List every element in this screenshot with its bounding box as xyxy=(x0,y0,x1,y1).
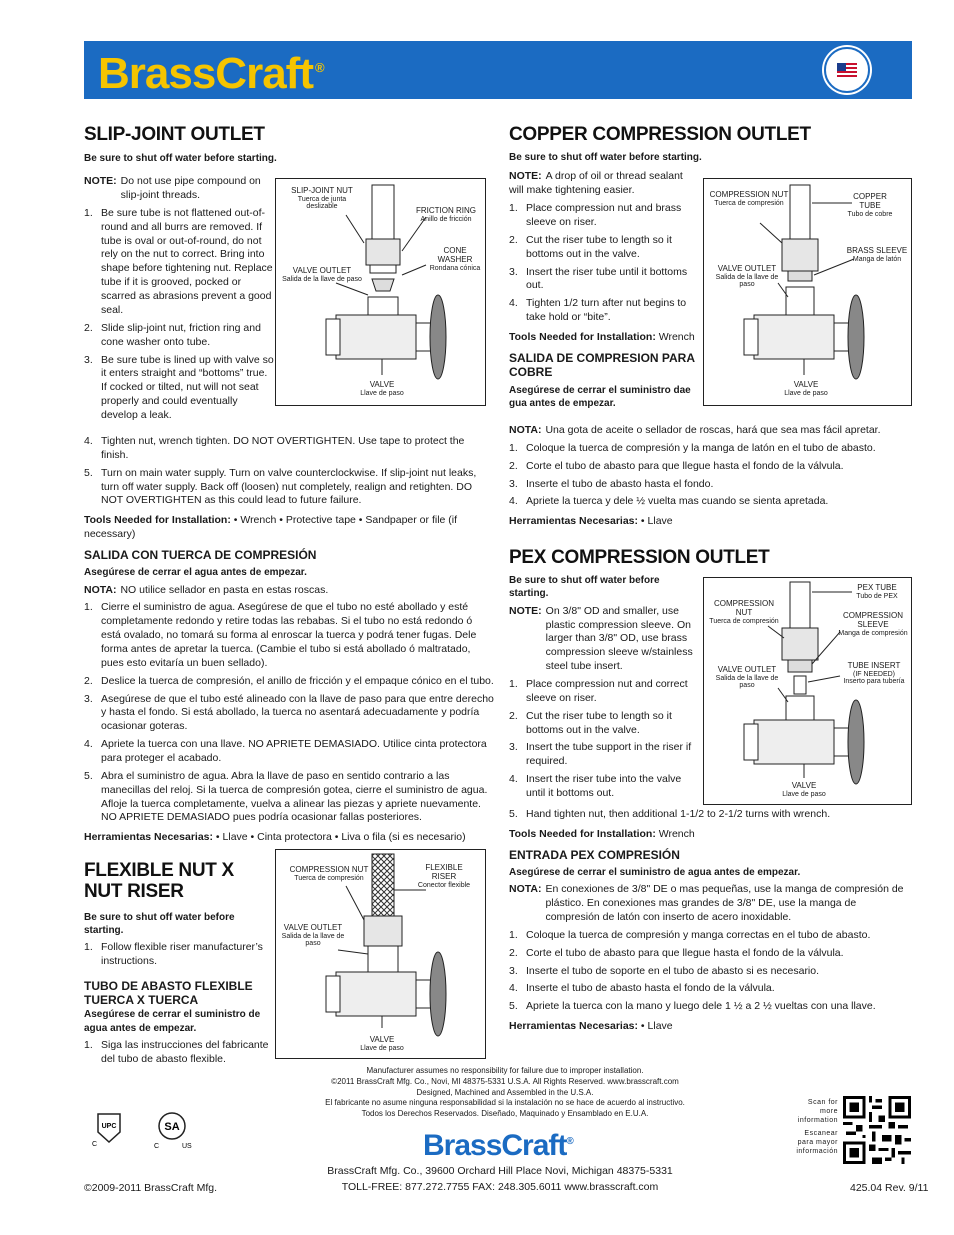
note-text: On 3/8" OD and smaller, use plastic compression sleeve. On larger than 3/8" OD, use brass compression sleeve w/stainless steel tube insert. xyxy=(545,604,693,673)
step-number: 1. xyxy=(84,601,93,614)
steps-list-wide xyxy=(84,435,494,508)
step-item xyxy=(509,495,912,509)
step-number: 1. xyxy=(84,1038,93,1051)
label-compression-sleeve: COMPRESSION SLEEVE Manga de compresión xyxy=(838,611,908,637)
step-text: Cut the riser tube to length so it bottoms out in the valve. xyxy=(526,709,672,736)
label-valve: VALVE Llave de paso xyxy=(360,380,404,397)
slip-joint-text xyxy=(84,148,277,423)
slip-joint-section xyxy=(84,124,269,145)
tools xyxy=(509,331,699,345)
note-text: En conexiones de 3/8" DE o mas pequeñas, use la manga de compresión de plástico. En conexiones mas grandes de 3/8" DE, use la manga de compresión de latón con inserto de acero inoxidable. xyxy=(545,883,904,924)
section-title: COPPER COMPRESSION OUTLET xyxy=(509,124,811,145)
spanish-note xyxy=(509,883,912,925)
note-label: NOTE: xyxy=(509,170,542,183)
note-text: NO utilice sellador en pasta en estas roscas. xyxy=(120,583,329,596)
spanish-steps xyxy=(509,929,912,1014)
step-number: 2. xyxy=(509,459,518,472)
step-number: 4. xyxy=(509,773,518,786)
step-number: 1. xyxy=(84,206,93,219)
label-compression-nut: COMPRESSION NUT Tuerca de compresión xyxy=(289,865,369,882)
step-item xyxy=(84,770,494,825)
step-number: 2. xyxy=(84,321,93,334)
step-text: Turn on main water supply. Turn on valve counterclockwise. If slip-joint nut leaks, turn off water supply. Back off (loosen) nut completely, realign and retighten. DO NOT OVERTIGHTEN as this could lead to future failure. xyxy=(101,466,477,507)
step-text: Apriete la tuerca con la mano y luego dele 1 ½ a 2 ½ vueltas con una llave. xyxy=(526,1000,876,1013)
steps-list xyxy=(84,941,274,969)
step-item xyxy=(509,297,699,325)
step-item xyxy=(509,929,912,943)
label-valve-outlet: VALVE OUTLET Salida de la llave de paso xyxy=(281,923,345,948)
step-text: Be sure tube is not flattened out-of-round and all burrs are removed. If tube is oval or out-of-round, do not rely on the nut to correct. Bring into shape before tightening nut. Replace tube if it is grooved, pocked or scarred as abrasions prevent a good seal. xyxy=(101,206,273,316)
svg-text:C: C xyxy=(92,1141,98,1148)
step-item xyxy=(509,947,912,961)
section-title: FLEXIBLE NUT X NUT RISER xyxy=(84,860,234,903)
step-item xyxy=(84,693,494,735)
step-text: Insert the riser tube into the valve until it bottoms out. xyxy=(526,773,682,799)
spanish-warning: Asegúrese de cerrar el suministro dae gua antes de empezar. xyxy=(509,384,691,409)
step-item xyxy=(84,467,494,509)
step-text: Insert the riser tube until it bottoms out. xyxy=(526,265,688,292)
spanish-tools xyxy=(84,831,494,845)
label-valve-outlet: VALVE OUTLET Salida de la llave de paso xyxy=(715,665,779,690)
step-number: 1. xyxy=(509,202,518,215)
slip-joint-more xyxy=(84,431,494,845)
step-text: Coloque la tuerca de compresión y la manga de latón en el tubo de abasto. xyxy=(526,441,876,454)
step-text: Be sure tube is lined up with valve so it enters straight and “bottoms” true. If cocked or tilted, nut will not seat properly and could eventually develop a leak. xyxy=(101,353,274,421)
step-text: Tighten nut, wrench tighten. DO NOT OVERTIGHTEN. Use tape to protect the finish. xyxy=(101,435,465,461)
tools-text: • Llave xyxy=(640,515,673,528)
svg-text:SA: SA xyxy=(164,1121,180,1133)
step-item xyxy=(509,710,699,738)
flexible-section xyxy=(84,860,274,1067)
step-number: 2. xyxy=(509,233,518,246)
note-label: NOTE: xyxy=(509,604,542,617)
note xyxy=(509,605,699,674)
csa-certification-icon xyxy=(150,1108,196,1155)
step-number: 4. xyxy=(84,738,93,751)
qr-code-icon[interactable] xyxy=(843,1096,911,1164)
copper-spanish xyxy=(509,420,912,529)
note-text: A drop of oil or thread sealant will make tightening easier. xyxy=(509,170,683,197)
step-number: 1. xyxy=(509,928,518,941)
tools xyxy=(509,828,912,842)
tools-label: Herramientas Necesarias: xyxy=(509,515,638,528)
step-item xyxy=(509,678,699,706)
step-item xyxy=(509,478,912,492)
steps-list-wide xyxy=(509,808,912,822)
warning: Be sure to shut off water before starting. xyxy=(84,911,235,936)
note xyxy=(509,170,699,198)
tools-label: Tools Needed for Installation: xyxy=(509,331,656,344)
spanish-note xyxy=(84,584,494,598)
header-banner xyxy=(84,41,912,99)
tools-text: Wrench xyxy=(658,331,695,344)
step-item xyxy=(84,322,274,350)
step-number: 2. xyxy=(509,709,518,722)
label-compression-nut: COMPRESSION NUT Tuerca de compresión xyxy=(709,190,789,207)
tools-label: Herramientas Necesarias: xyxy=(509,1020,638,1033)
step-item xyxy=(509,808,912,822)
step-item xyxy=(509,773,699,801)
pex-more xyxy=(509,804,912,1034)
steps-list xyxy=(509,202,699,325)
legal-notice xyxy=(270,1066,740,1120)
label-copper-tube: COPPER TUBE Tubo de cobre xyxy=(847,192,893,218)
spanish-warning: Asegúrese de cerrar el suministro de agua antes de empezar. xyxy=(84,1009,261,1034)
step-number: 3. xyxy=(509,964,518,977)
label-brass-sleeve: BRASS SLEEVE Manga de latón xyxy=(846,246,908,263)
step-text: Inserte el tubo de abasto hasta el fondo. xyxy=(526,477,714,490)
step-text: Hand tighten nut, then additional 1-1/2 to 2-1/2 turns with wrench. xyxy=(526,808,831,820)
step-text: Apriete la tuerca y dele ½ vuelta mas cuando se sienta apretada. xyxy=(526,495,829,508)
spanish-warning: Asegúrese de cerrar el suministro de agua antes de empezar. xyxy=(509,867,801,879)
step-item xyxy=(509,460,912,474)
step-text: Asegúrese de que el tubo esté alineado con la llave de paso para que entre derecho y hasta el fondo. Si está abollado, la tuerca no asentará adecuadamente y podría ocasionar goteras. xyxy=(101,692,494,733)
svg-text:C: C xyxy=(154,1143,160,1150)
step-item xyxy=(509,741,699,769)
step-text: Apriete la tuerca con una llave. NO APRIETE DEMASIADO. Utilice cinta protectora para proteger el acabado. xyxy=(101,738,487,765)
spanish-steps xyxy=(509,442,912,509)
step-text: Place compression nut and correct sleeve on riser. xyxy=(526,677,688,704)
legal-line: Designed, Machined and Assembled in the U.S.A. xyxy=(416,1087,594,1097)
step-item xyxy=(509,234,699,262)
csa-mark xyxy=(150,1108,196,1150)
tools-label: Tools Needed for Installation: xyxy=(509,827,656,840)
label-valve: VALVE Llave de paso xyxy=(784,380,828,397)
step-number: 3. xyxy=(84,692,93,705)
footer-address xyxy=(300,1164,700,1196)
note-text: Una gota de aceite o sellador de roscas, hará que sea mas fácil apretar. xyxy=(545,424,881,436)
note-label: NOTA: xyxy=(84,583,117,596)
label-cone-washer: CONE WASHER Rondana cónica xyxy=(429,246,481,272)
label-slip-joint-nut: SLIP-JOINT NUT Tuerca de junta deslizable xyxy=(291,186,353,211)
label-friction-ring: FRICTION RING Anillo de fricción xyxy=(416,206,476,223)
tools-text: Wrench xyxy=(658,827,695,840)
step-text: Tighten 1/2 turn after nut begins to take hold or “bite”. xyxy=(526,297,687,324)
spanish-steps xyxy=(84,1039,274,1067)
scan-english: Scan for more information xyxy=(797,1099,838,1125)
tools-label: Herramientas Necesarias: xyxy=(84,831,213,844)
us-flag-icon xyxy=(837,63,857,77)
step-text: Follow flexible riser manufacturer’s instructions. xyxy=(101,940,263,967)
step-item xyxy=(509,202,699,230)
spanish-note xyxy=(509,424,912,438)
spanish-title: TUBO DE ABASTO FLEXIBLE TUERCA X TUERCA xyxy=(84,978,253,1008)
warning: Be sure to shut off water before starting. xyxy=(509,575,660,600)
legal-line: Todos los Derechos Reservados. Diseñado, Maquinado y Ensamblado en E.U.A. xyxy=(361,1109,649,1119)
label-flexible-riser: FLEXIBLE RISER Conector flexible xyxy=(417,863,471,889)
step-text: Siga las instrucciones del fabricante del tubo de abasto flexible. xyxy=(101,1038,269,1065)
contact-info: TOLL-FREE: 877.272.7755 FAX: 248.305.6011 www.brasscraft.com xyxy=(341,1180,659,1193)
step-text: Insert the tube support in the riser if required. xyxy=(526,741,692,768)
step-number: 5. xyxy=(84,466,93,479)
label-pex-tube: PEX TUBE Tubo de PEX xyxy=(856,583,898,600)
note-label: NOTE: xyxy=(84,175,117,188)
step-text: Cierre el suministro de agua. Asegúrese de que el tubo no esté abollado y esté completamente redondo y retire todas las rebabas. Si el tubo no está redondo ó está ovalado, no tomará su forma al enroscar la tuerca y podrá tener fugas. Dele forma antes de apretar la tuerca. (Cambie el tubo si está abollado ó maltratado, pues esto evitaría un buen sellado). xyxy=(101,601,477,669)
step-item xyxy=(84,601,494,670)
brand-logo: BrassCraft ® xyxy=(98,49,324,98)
tools xyxy=(84,514,494,542)
label-valve-outlet: VALVE OUTLET Salida de la llave de paso xyxy=(282,266,362,283)
spanish-tools xyxy=(509,515,912,529)
step-number: 1. xyxy=(509,441,518,454)
step-number: 3. xyxy=(509,741,518,754)
tools-label: Tools Needed for Installation: xyxy=(84,514,231,527)
scan-prompt xyxy=(790,1098,838,1157)
warning: Be sure to shut off water before starting. xyxy=(509,152,702,164)
address: BrassCraft Mfg. Co., 39600 Orchard Hill Place Novi, Michigan 48375-5331 xyxy=(327,1165,673,1177)
step-text: Deslice la tuerca de compresión, el anillo de fricción y el empaque cónico en el tubo. xyxy=(101,674,494,687)
step-item xyxy=(84,354,274,423)
slip-joint-diagram xyxy=(275,178,486,406)
label-valve: VALVE Llave de paso xyxy=(782,781,826,798)
spanish-tools xyxy=(509,1020,912,1034)
spanish-title: SALIDA CON TUERCA DE COMPRESIÓN xyxy=(84,548,317,563)
step-number: 1. xyxy=(509,677,518,690)
step-number: 4. xyxy=(509,495,518,508)
upc-certification-icon xyxy=(88,1108,130,1155)
svg-text:US: US xyxy=(182,1143,192,1150)
usa-seal-icon xyxy=(824,47,870,93)
step-number: 2. xyxy=(509,946,518,959)
legal-line: El fabricante no asume ninguna responsabilidad si la instalación no se hace de acuerdo al instructivo. xyxy=(325,1098,685,1108)
step-number: 3. xyxy=(509,265,518,278)
spanish-title: SALIDA DE COMPRESION PARA COBRE xyxy=(509,350,695,380)
pex-diagram xyxy=(703,577,912,805)
label-valve: VALVE Llave de paso xyxy=(360,1035,404,1052)
spanish-steps xyxy=(84,601,494,825)
footer-brand-logo: BrassCraft® xyxy=(423,1129,573,1162)
spanish-warning: Asegúrese de cerrar el agua antes de empezar. xyxy=(84,567,307,579)
step-number: 4. xyxy=(84,435,93,447)
step-text: Inserte el tubo de soporte en el tubo de abasto si es necesario. xyxy=(526,964,820,977)
section-title: PEX COMPRESSION OUTLET xyxy=(509,547,770,568)
step-text: Abra el suministro de agua. Abra la llave de paso en sentido contrario a las manecillas del reloj. Si la tuerca de compresión gotea, cierre el suministro de agua. Afloje la tuerca completamente, vuelva a alinear las piezas y apriete nuevamente. NO APRIETE DEMASIADO pues podría ocasionar fallas posteriores. xyxy=(101,769,488,824)
flexible-diagram xyxy=(275,849,486,1059)
step-number: 3. xyxy=(84,353,93,366)
tools-text: • Wrench • Protective tape • Sandpaper or file (if necessary) xyxy=(84,514,458,541)
step-item xyxy=(84,1039,274,1067)
tools-text: • Llave • Cinta protectora • Liva o fila (si es necesario) xyxy=(215,831,466,844)
step-item xyxy=(509,266,699,294)
step-number: 4. xyxy=(509,982,518,995)
legal-line: Manufacturer assumes no responsibility for failure due to improper installation. xyxy=(366,1066,644,1075)
note-label: NOTA: xyxy=(509,424,542,436)
step-text: Cut the riser tube to length so it bottoms out in the valve. xyxy=(526,233,672,260)
copper-diagram xyxy=(703,178,912,406)
step-number: 5. xyxy=(84,769,93,782)
step-number: 1. xyxy=(84,940,93,953)
section-title: SLIP-JOINT OUTLET xyxy=(84,124,265,145)
note-text: Do not use pipe compound on slip-joint threads. xyxy=(120,175,261,202)
step-number: 5. xyxy=(509,808,518,820)
upc-mark xyxy=(88,1108,130,1150)
label-tube-insert: TUBE INSERT (IF NEEDED) Inserto para tubería xyxy=(843,661,905,686)
svg-text:UPC: UPC xyxy=(101,1123,117,1130)
step-number: 5. xyxy=(509,1000,518,1013)
copyright: ©2009-2011 BrassCraft Mfg. xyxy=(84,1182,218,1194)
step-item xyxy=(509,1000,912,1014)
step-item xyxy=(84,941,274,969)
tools-text: • Llave xyxy=(640,1020,673,1033)
steps-list xyxy=(509,678,699,801)
note-label: NOTA: xyxy=(509,883,542,896)
step-number: 3. xyxy=(509,477,518,490)
step-text: Inserte el tubo de abasto hasta el fondo de la válvula. xyxy=(526,982,775,995)
scan-spanish: Escanear para mayor información xyxy=(796,1130,838,1156)
step-text: Corte el tubo de abasto para que llegue hasta el fondo de la válvula. xyxy=(526,459,844,472)
revision: 425.04 Rev. 9/11 xyxy=(850,1182,929,1194)
warning: Be sure to shut off water before starting. xyxy=(84,153,277,164)
step-item xyxy=(84,738,494,766)
step-item xyxy=(509,965,912,979)
step-item xyxy=(84,675,494,689)
step-text: Slide slip-joint nut, friction ring and cone washer onto tube. xyxy=(101,321,261,348)
step-text: Corte el tubo de abasto para que llegue hasta el fondo de la válvula. xyxy=(526,946,844,959)
legal-line: ©2011 BrassCraft Mfg. Co., Novi, MI 48375-5331 U.S.A. All Rights Reserved. www.brasscraft.com xyxy=(331,1076,679,1086)
step-number: 4. xyxy=(509,297,518,310)
label-compression-nut: COMPRESSION NUT Tuerca de compresión xyxy=(709,599,779,625)
steps-list xyxy=(84,207,274,423)
spanish-title: ENTRADA PEX COMPRESIÓN xyxy=(509,847,680,862)
step-number: 2. xyxy=(84,674,93,687)
label-valve-outlet: VALVE OUTLET Salida de la llave de paso xyxy=(715,264,779,289)
note xyxy=(84,175,274,203)
step-text: Place compression nut and brass sleeve on riser. xyxy=(526,202,682,229)
step-item xyxy=(509,442,912,456)
step-item xyxy=(84,435,494,463)
step-item xyxy=(84,207,274,318)
step-text: Coloque la tuerca de compresión y manga correctas en el tubo de abasto. xyxy=(526,928,871,941)
step-item xyxy=(509,982,912,996)
